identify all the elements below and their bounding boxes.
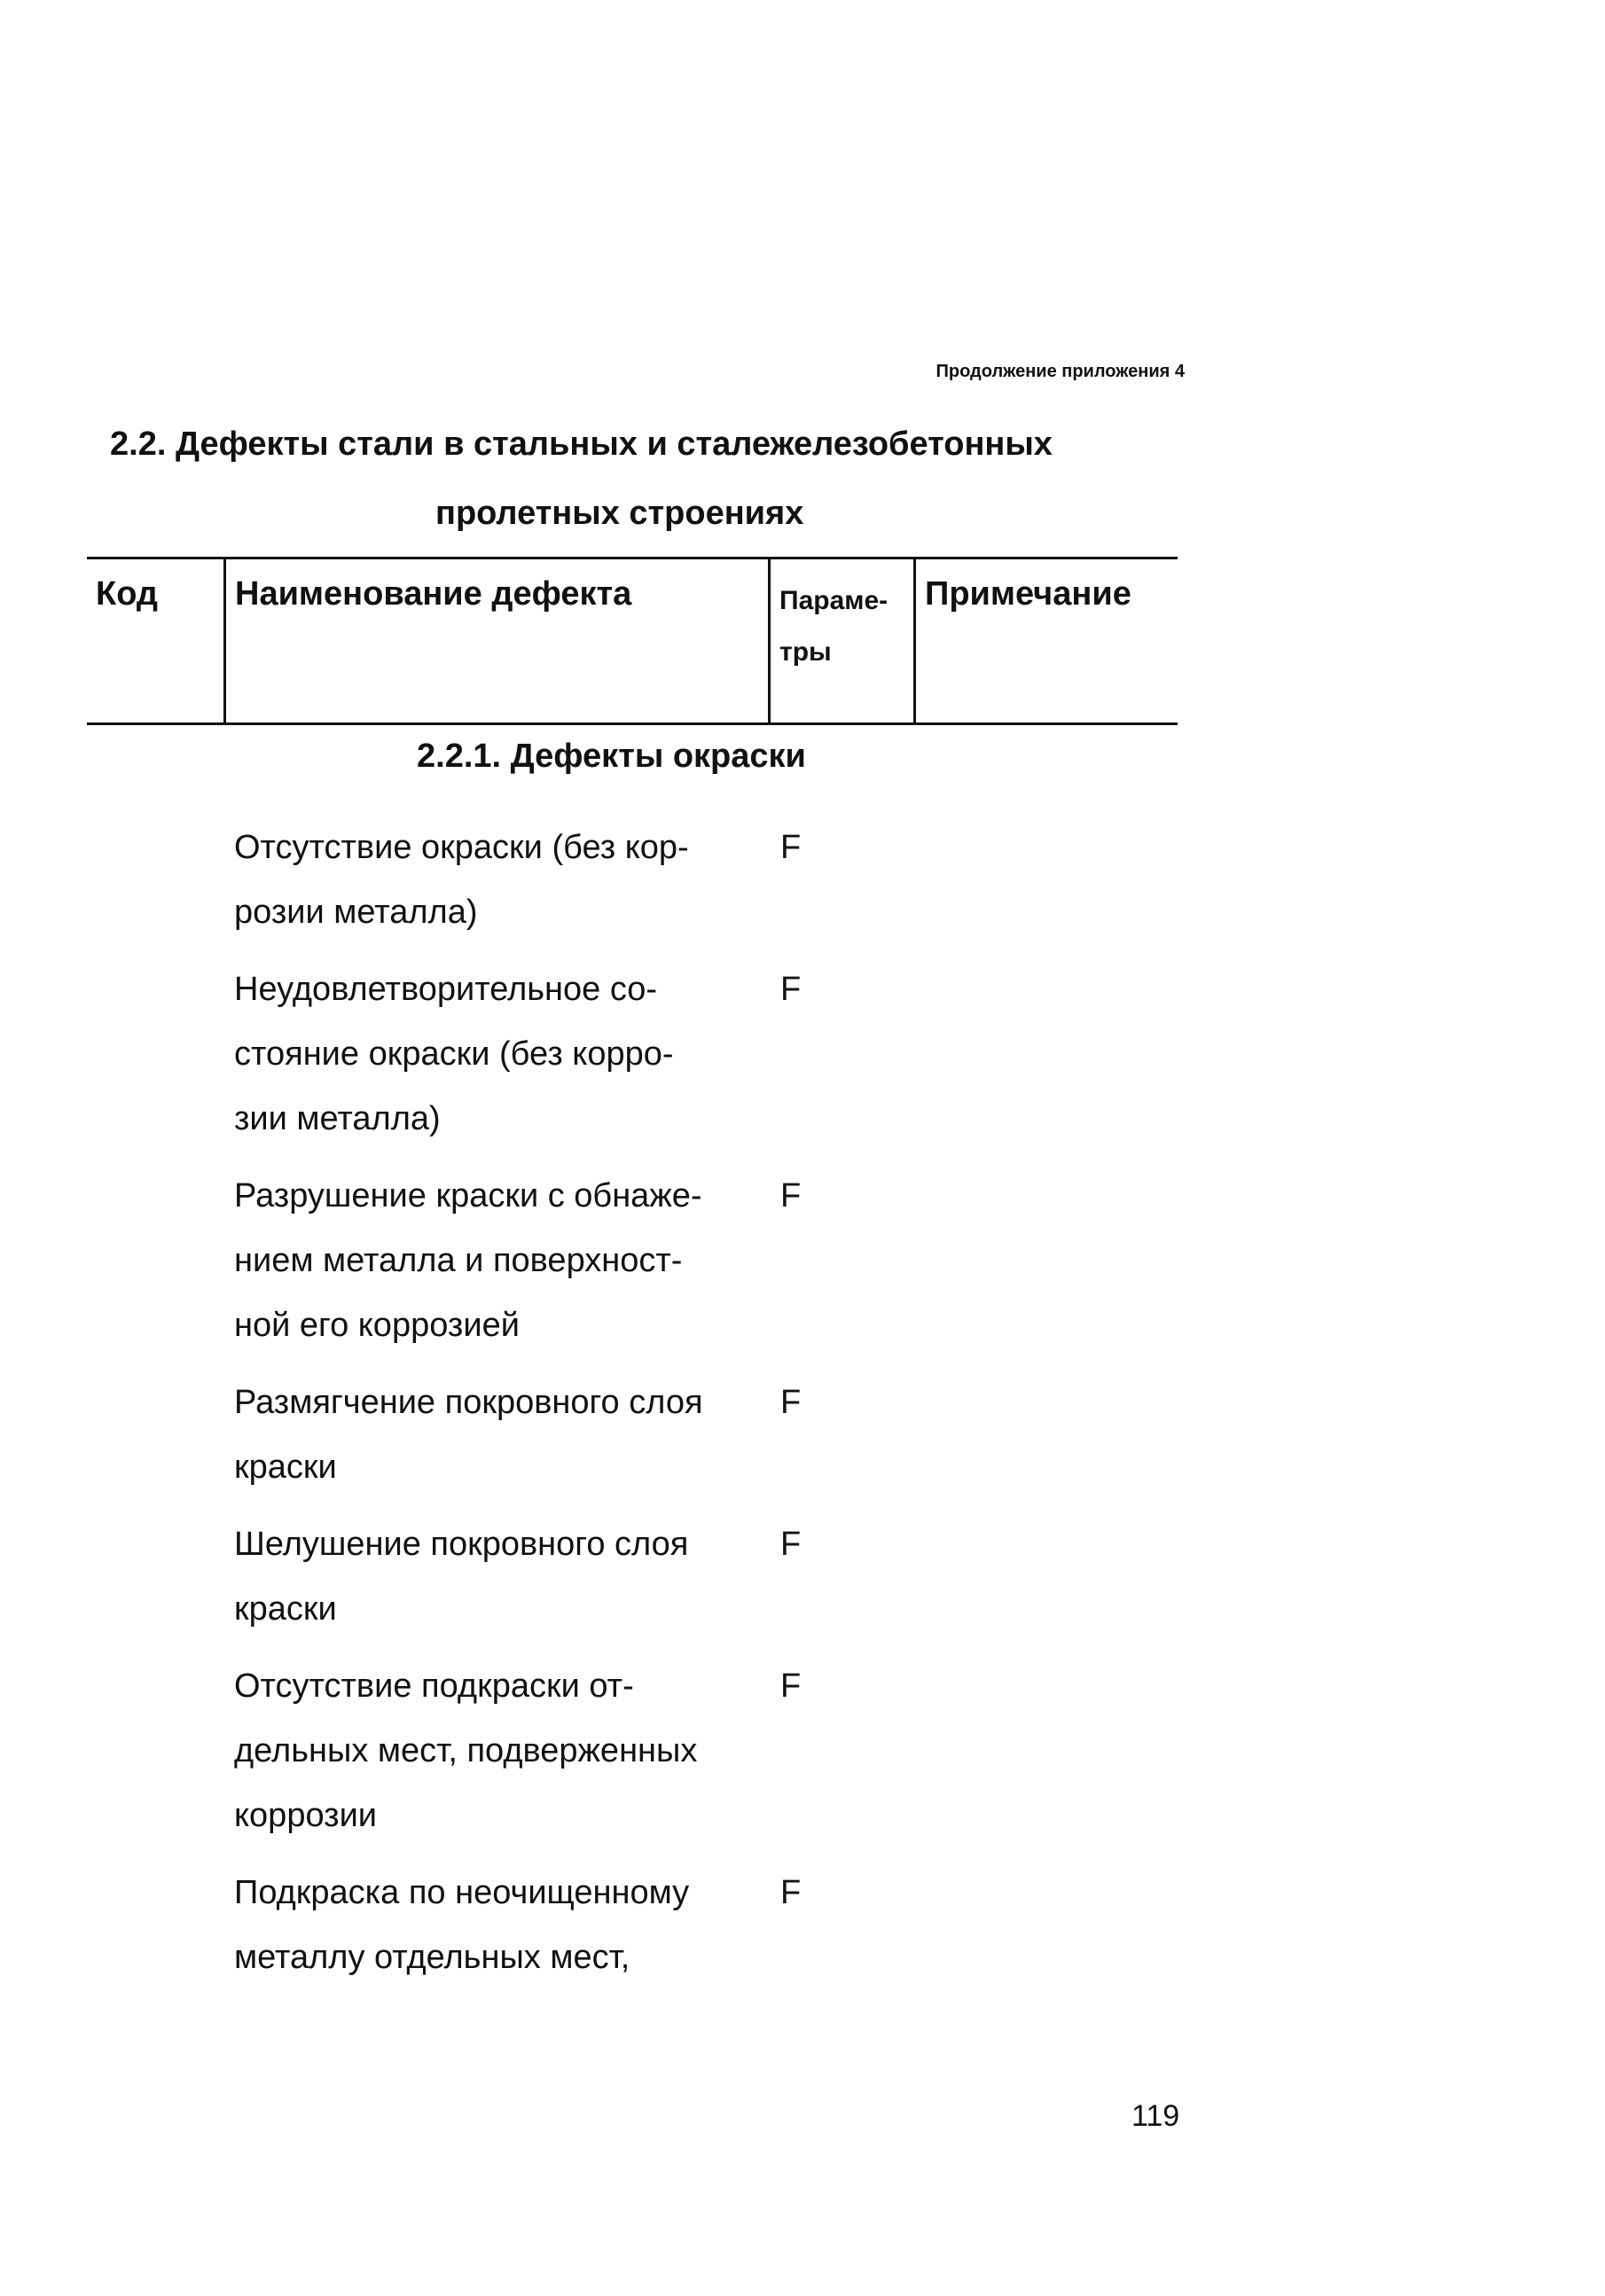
defect-name: Подкраска по неочищенному металлу отдельных мест, xyxy=(234,1874,690,1976)
defect-name: Неудовлетворительное со- стояние окраски (без корро- зии металла) xyxy=(234,971,674,1137)
defect-param: F xyxy=(780,1874,802,1911)
table-header xyxy=(87,557,1178,725)
defect-name: Размягчение покровного слоя краски xyxy=(234,1384,703,1486)
defect-param: F xyxy=(780,1526,802,1563)
header-cell-name xyxy=(223,559,768,722)
section-title xyxy=(110,410,1174,548)
header-cell-code xyxy=(87,559,223,722)
table-row xyxy=(234,1861,908,1990)
header-code-label: Код xyxy=(96,575,159,613)
defect-name: Шелушение покровного слоя краски xyxy=(234,1526,689,1628)
defect-param: F xyxy=(780,1384,802,1421)
defect-param: F xyxy=(780,971,802,1008)
continuation-note: Продолжение приложения 4 xyxy=(936,362,1185,381)
table-row xyxy=(234,1164,908,1358)
section-title-line1: 2.2. Дефекты стали в стальных и сталежелезобетонных xyxy=(110,426,1053,463)
subsection-title: 2.2.1. Дефекты окраски xyxy=(417,738,806,775)
table-row xyxy=(234,1371,908,1500)
header-params-label: Параме- тры xyxy=(779,586,889,667)
defect-param: F xyxy=(780,1177,802,1214)
defect-list xyxy=(234,816,908,2003)
defect-name: Отсутствие окраски (без кор- розии металла) xyxy=(234,829,689,931)
table-row xyxy=(234,816,908,945)
section-title-line2: пролетных строениях xyxy=(435,495,804,532)
header-cell-params xyxy=(768,559,913,722)
header-note-label: Примечание xyxy=(925,575,1131,613)
page-number: 119 xyxy=(1131,2099,1180,2133)
defect-param: F xyxy=(780,829,802,866)
defect-name: Разрушение краски с обнаже- нием металла и поверхност- ной его коррозией xyxy=(234,1177,702,1344)
defect-param: F xyxy=(780,1667,802,1705)
table-row xyxy=(234,1512,908,1642)
table-row xyxy=(234,1654,908,1848)
table-row xyxy=(234,957,908,1152)
header-cell-note xyxy=(913,559,1178,722)
defect-name: Отсутствие подкраски от- дельных мест, подверженных коррозии xyxy=(234,1667,698,1834)
header-name-label: Наименование дефекта xyxy=(235,575,632,613)
